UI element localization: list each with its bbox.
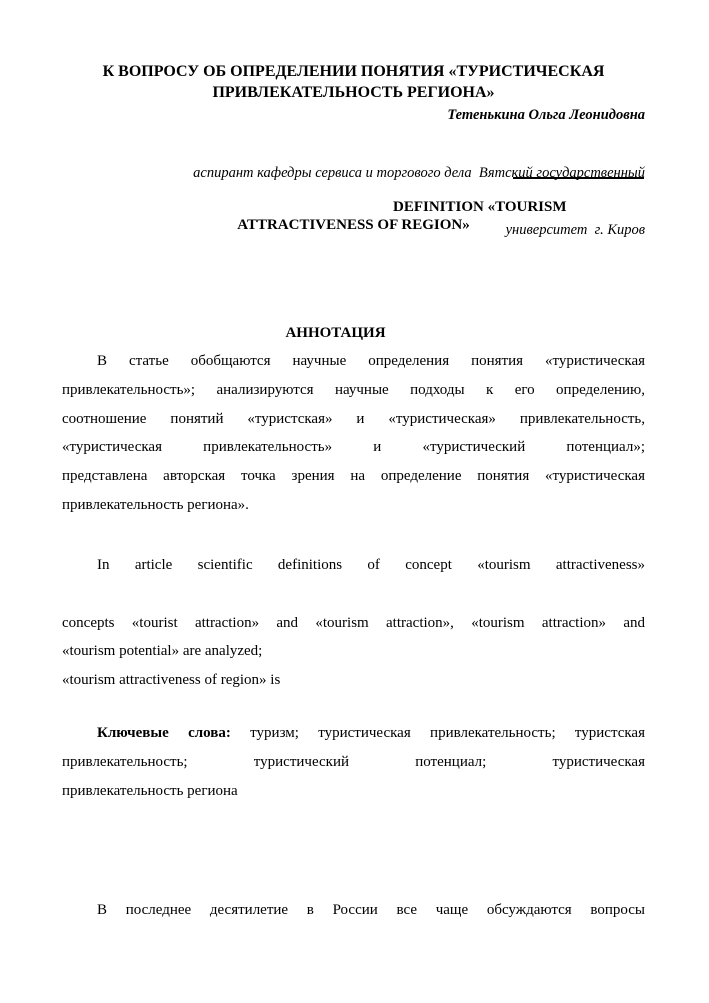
english-abstract <box>62 551 645 695</box>
author-name: Тетенькина Ольга Леонидовна <box>447 107 645 123</box>
annotation-line: соотношение понятий «туристская» и «туристическая» привлекательность, <box>62 410 645 427</box>
english-abstract-line: In article scientific definitions of concept «tourism attractiveness» <box>97 557 645 573</box>
annotation-line: представлена авторская точка зрения на определение понятия «туристическая <box>62 468 645 485</box>
keywords-line: привлекательность; туристический потенциал; туристическая <box>62 753 645 770</box>
keywords-label: Ключевые слова: <box>97 725 231 741</box>
horizontal-rule <box>513 177 644 179</box>
english-abstract-line: «tourism attractiveness of region» is <box>62 672 281 689</box>
article-title-en <box>62 198 645 234</box>
keywords-line: привлекательность региона <box>62 782 238 799</box>
article-title-ru-line-2: ПРИВЛЕКАТЕЛЬНОСТЬ РЕГИОНА» <box>212 84 495 101</box>
annotation-line: «туристическая привлекательность» и «туристический потенциал»; <box>62 439 645 456</box>
body-paragraph-line: В последнее десятилетие в России все чаще обсуждаются вопросы <box>97 902 645 918</box>
annotation-line: В статье обобщаются научные определения понятия «туристическая <box>97 353 645 369</box>
article-title-en-line-1: DEFINITION «TOURISM <box>393 199 567 215</box>
article-title-en-line-2: ATTRACTIVENESS OF REGION» <box>237 217 470 233</box>
keywords-line <box>62 719 645 748</box>
english-abstract-blank-line <box>62 580 645 609</box>
article-title-ru-line-1: К ВОПРОСУ ОБ ОПРЕДЕЛЕНИИ ПОНЯТИЯ «ТУРИСТИЧЕСКАЯ <box>102 63 605 80</box>
article-title-ru <box>62 61 645 103</box>
annotation-heading: АННОТАЦИЯ <box>285 325 386 341</box>
annotation-paragraph <box>62 347 645 520</box>
affiliation-line-2: университет г. Киров <box>505 222 645 238</box>
english-abstract-line: «tourism potential» are analyzed; <box>62 643 263 660</box>
keywords-values: туризм; туристическая привлекательность; туристская <box>230 725 645 741</box>
body-paragraph <box>62 896 645 925</box>
annotation-line: привлекательность региона». <box>62 496 249 513</box>
annotation-line: привлекательность»; анализируются научные подходы к его определению, <box>62 381 645 398</box>
english-abstract-line: concepts «tourist attraction» and «tourism attraction», «tourism attraction» and <box>62 614 645 631</box>
affiliation-line-1: аспирант кафедры сервиса и торгового дела Вятский государственный <box>193 165 645 181</box>
keywords-paragraph <box>62 719 645 805</box>
